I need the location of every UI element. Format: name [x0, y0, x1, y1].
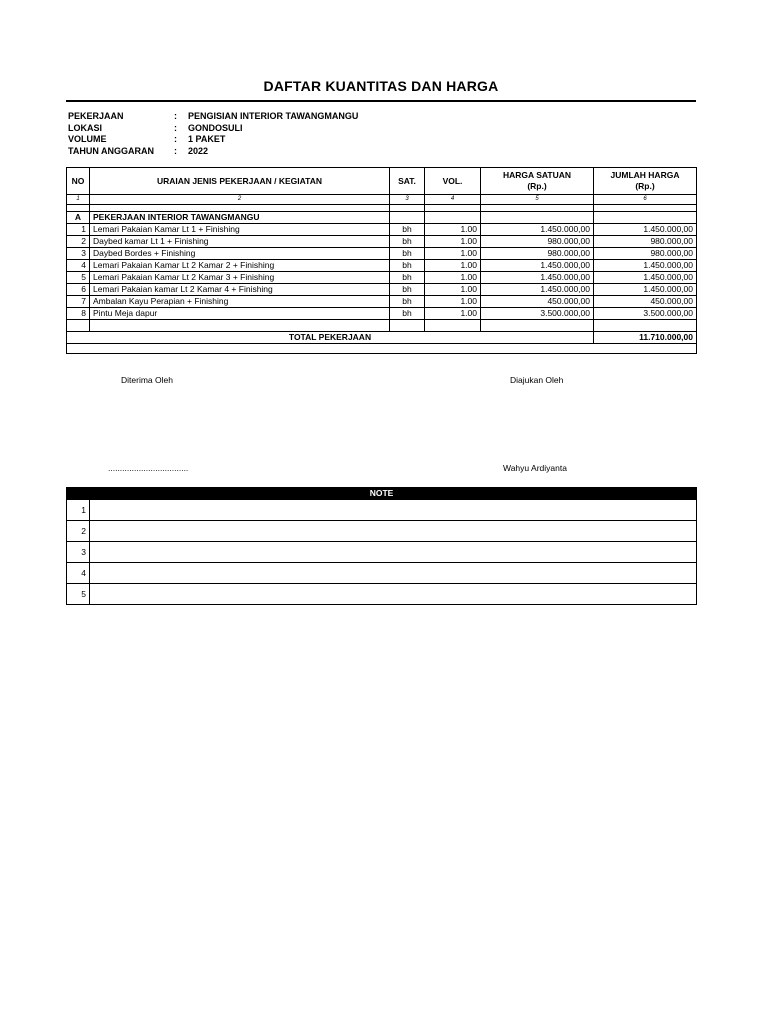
page-title: DAFTAR KUANTITAS DAN HARGA	[263, 78, 499, 94]
meta-value: 1 PAKET	[188, 134, 226, 144]
submitted-by-label: Diajukan Oleh	[510, 375, 564, 385]
header-jumlah-harga	[594, 168, 697, 195]
header-harga-satuan-label: HARGA SATUAN	[503, 170, 571, 180]
item-price: 450.000,00	[481, 296, 594, 308]
note-text	[90, 563, 697, 584]
item-total: 980.000,00	[594, 248, 697, 260]
item-no: 2	[67, 236, 90, 248]
item-total: 450.000,00	[594, 296, 697, 308]
column-index: 3	[390, 195, 425, 205]
note-number: 2	[67, 521, 90, 542]
title-underline	[66, 100, 696, 102]
submitted-by-name: Wahyu Ardiyanta	[503, 463, 567, 473]
notes-header-row	[67, 488, 697, 500]
item-sat: bh	[390, 296, 425, 308]
item-total: 980.000,00	[594, 236, 697, 248]
notes-header: NOTE	[67, 488, 697, 500]
item-price: 980.000,00	[481, 236, 594, 248]
table-row	[67, 224, 697, 236]
item-sat: bh	[390, 260, 425, 272]
item-sat: bh	[390, 308, 425, 320]
item-vol: 1.00	[425, 296, 481, 308]
received-by-name: ..................................	[108, 463, 189, 473]
item-sat: bh	[390, 272, 425, 284]
item-price: 1.450.000,00	[481, 272, 594, 284]
item-desc: Lemari Pakaian Kamar Lt 2 Kamar 3 + Finishing	[90, 272, 390, 284]
column-index: 4	[425, 195, 481, 205]
column-index: 1	[67, 195, 90, 205]
column-index-row	[67, 195, 697, 205]
meta-colon: :	[174, 134, 177, 144]
meta-value: GONDOSULI	[188, 122, 243, 133]
note-number: 5	[67, 584, 90, 605]
note-row	[67, 584, 697, 605]
meta-colon: :	[174, 122, 177, 133]
meta-value: 2022	[188, 145, 209, 156]
header-no: NO	[67, 168, 90, 195]
section-title: PEKERJAAN INTERIOR TAWANGMANGU	[90, 212, 390, 224]
item-vol: 1.00	[425, 284, 481, 296]
meta-value: PENGISIAN INTERIOR TAWANGMANGU	[188, 111, 359, 121]
meta-row-lokasi	[68, 123, 358, 135]
empty-row	[67, 320, 697, 332]
item-total: 3.500.000,00	[594, 308, 697, 320]
item-no: 4	[67, 260, 90, 272]
header-jumlah-harga-label: JUMLAH HARGA	[610, 170, 680, 180]
item-no: 5	[67, 272, 90, 284]
meta-colon: :	[174, 145, 177, 156]
item-sat: bh	[390, 224, 425, 236]
note-row	[67, 521, 697, 542]
table-row	[67, 236, 697, 248]
note-text	[90, 500, 697, 521]
meta-row-tahun-anggaran	[68, 146, 358, 158]
table-row	[67, 272, 697, 284]
item-price: 1.450.000,00	[481, 260, 594, 272]
item-desc: Lemari Pakaian Kamar Lt 2 Kamar 2 + Finishing	[90, 260, 390, 272]
table-row	[67, 284, 697, 296]
table-row	[67, 308, 697, 320]
table-row	[67, 248, 697, 260]
total-value: 11.710.000,00	[594, 332, 697, 344]
meta-label: PEKERJAAN	[68, 111, 124, 121]
item-no: 8	[67, 308, 90, 320]
note-text	[90, 584, 697, 605]
item-price: 1.450.000,00	[481, 224, 594, 236]
received-by-label: Diterima Oleh	[121, 375, 173, 385]
spacer-row	[67, 205, 697, 212]
item-vol: 1.00	[425, 308, 481, 320]
header-jumlah-harga-unit: (Rp.)	[635, 181, 655, 191]
column-index: 2	[90, 195, 390, 205]
notes-table	[66, 487, 697, 605]
item-no: 6	[67, 284, 90, 296]
note-number: 3	[67, 542, 90, 563]
item-desc: Ambalan Kayu Perapian + Finishing	[90, 296, 390, 308]
total-label: TOTAL PEKERJAAN	[67, 332, 594, 344]
column-index: 6	[594, 195, 697, 205]
header-uraian: URAIAN JENIS PEKERJAAN / KEGIATAN	[90, 168, 390, 195]
item-vol: 1.00	[425, 272, 481, 284]
meta-row-pekerjaan	[68, 111, 358, 123]
item-desc: Lemari Pakaian kamar Lt 2 Kamar 4 + Finishing	[90, 284, 390, 296]
project-meta	[68, 111, 358, 157]
item-vol: 1.00	[425, 248, 481, 260]
note-number: 1	[67, 500, 90, 521]
table-header-row	[67, 168, 697, 195]
table-row	[67, 296, 697, 308]
item-total: 1.450.000,00	[594, 284, 697, 296]
header-harga-satuan-unit: (Rp.)	[527, 181, 547, 191]
item-total: 1.450.000,00	[594, 224, 697, 236]
note-row	[67, 542, 697, 563]
note-row	[67, 500, 697, 521]
note-text	[90, 521, 697, 542]
item-total: 1.450.000,00	[594, 260, 697, 272]
column-index: 5	[481, 195, 594, 205]
item-no: 1	[67, 224, 90, 236]
item-sat: bh	[390, 284, 425, 296]
meta-label: VOLUME	[68, 134, 107, 144]
item-total: 1.450.000,00	[594, 272, 697, 284]
meta-label: TAHUN ANGGARAN	[68, 145, 154, 156]
item-vol: 1.00	[425, 236, 481, 248]
item-vol: 1.00	[425, 224, 481, 236]
item-desc: Daybed kamar Lt 1 + Finishing	[90, 236, 390, 248]
note-text	[90, 542, 697, 563]
item-vol: 1.00	[425, 260, 481, 272]
footer-blank-row	[67, 344, 697, 354]
meta-row-volume	[68, 134, 358, 146]
note-row	[67, 563, 697, 584]
item-sat: bh	[390, 248, 425, 260]
item-price: 1.450.000,00	[481, 284, 594, 296]
item-desc: Pintu Meja dapur	[90, 308, 390, 320]
meta-colon: :	[174, 111, 177, 121]
section-row	[67, 212, 697, 224]
item-price: 980.000,00	[481, 248, 594, 260]
header-vol: VOL.	[425, 168, 481, 195]
header-sat: SAT.	[390, 168, 425, 195]
item-sat: bh	[390, 236, 425, 248]
bill-of-quantities-table	[66, 167, 697, 354]
item-no: 7	[67, 296, 90, 308]
item-desc: Daybed Bordes + Finishing	[90, 248, 390, 260]
section-code: A	[67, 212, 90, 224]
total-row	[67, 332, 697, 344]
note-number: 4	[67, 563, 90, 584]
item-price: 3.500.000,00	[481, 308, 594, 320]
table-row	[67, 260, 697, 272]
item-no: 3	[67, 248, 90, 260]
header-harga-satuan	[481, 168, 594, 195]
meta-label: LOKASI	[68, 122, 103, 133]
item-desc: Lemari Pakaian Kamar Lt 1 + Finishing	[90, 224, 390, 236]
